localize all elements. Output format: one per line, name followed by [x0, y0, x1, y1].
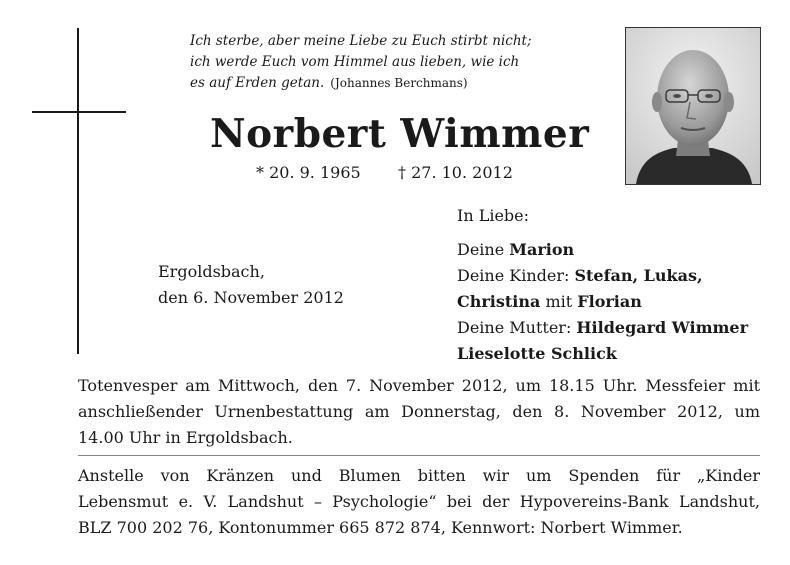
mourner-name: Marion — [509, 240, 575, 259]
service-line: 14.00 Uhr in Ergoldsbach. — [78, 428, 293, 447]
place-town: Ergoldsbach, — [158, 262, 265, 281]
quote-line-text: es auf Erden getan. — [190, 75, 325, 91]
donation-line: BLZ 700 202 76, Kontonummer 665 872 874, Kennwort: Norbert Wimmer. — [78, 518, 683, 537]
portrait-photo — [625, 27, 761, 185]
divider — [78, 455, 760, 456]
mourner-prefix: Deine Mutter: — [457, 318, 577, 337]
mourner-line — [457, 237, 748, 263]
mourner-name: Florian — [577, 292, 642, 311]
mourner-name: Hildegard Wimmer — [576, 318, 749, 337]
service-line: anschließender Urnenbestattung am Donnerstag, den 8. November 2012, um — [78, 402, 760, 421]
donation-info — [78, 463, 760, 541]
funeral-service-info — [78, 373, 760, 451]
mourner-line — [457, 263, 748, 289]
quote-author: (Johannes Berchmans) — [330, 76, 468, 90]
portrait-photo-image — [626, 28, 760, 184]
mourner-name: Christina — [457, 292, 541, 311]
mourner-line — [457, 315, 748, 341]
mourner-line — [457, 341, 748, 367]
quote-line-last — [190, 73, 590, 94]
place-and-date — [158, 259, 344, 311]
mourner-line — [457, 289, 748, 315]
mourner-prefix: Deine — [457, 240, 510, 259]
place-date: den 6. November 2012 — [158, 288, 344, 307]
birth-date: * 20. 9. 1965 — [256, 163, 361, 182]
mourners-intro: In Liebe: — [457, 206, 530, 225]
mourner-prefix: Deine Kinder: — [457, 266, 575, 285]
mourners-list — [457, 203, 748, 367]
quote-line: ich werde Euch vom Himmel aus lieben, wie ich — [190, 54, 520, 70]
mourner-connector: mit — [540, 292, 578, 311]
mourner-name: Lieselotte Schlick — [457, 344, 617, 363]
cross-vertical-bar — [77, 28, 79, 354]
donation-line: Anstelle von Kränzen und Blumen bitten wir um Spenden für „Kinder — [78, 466, 760, 485]
mourner-name: Stefan, Lukas, — [574, 266, 703, 285]
death-date: † 27. 10. 2012 — [398, 163, 513, 182]
service-line: Totenvesper am Mittwoch, den 7. November 2012, um 18.15 Uhr. Messfeier mit — [78, 376, 760, 395]
memorial-quote — [190, 31, 590, 94]
donation-line: Lebensmut e. V. Landshut – Psychologie“ bei der Hypovereins-Bank Landshut, — [78, 492, 760, 511]
quote-line: Ich sterbe, aber meine Liebe zu Euch stirbt nicht; — [190, 33, 532, 49]
cross-horizontal-bar — [32, 111, 126, 113]
deceased-name: Norbert Wimmer — [210, 111, 590, 157]
